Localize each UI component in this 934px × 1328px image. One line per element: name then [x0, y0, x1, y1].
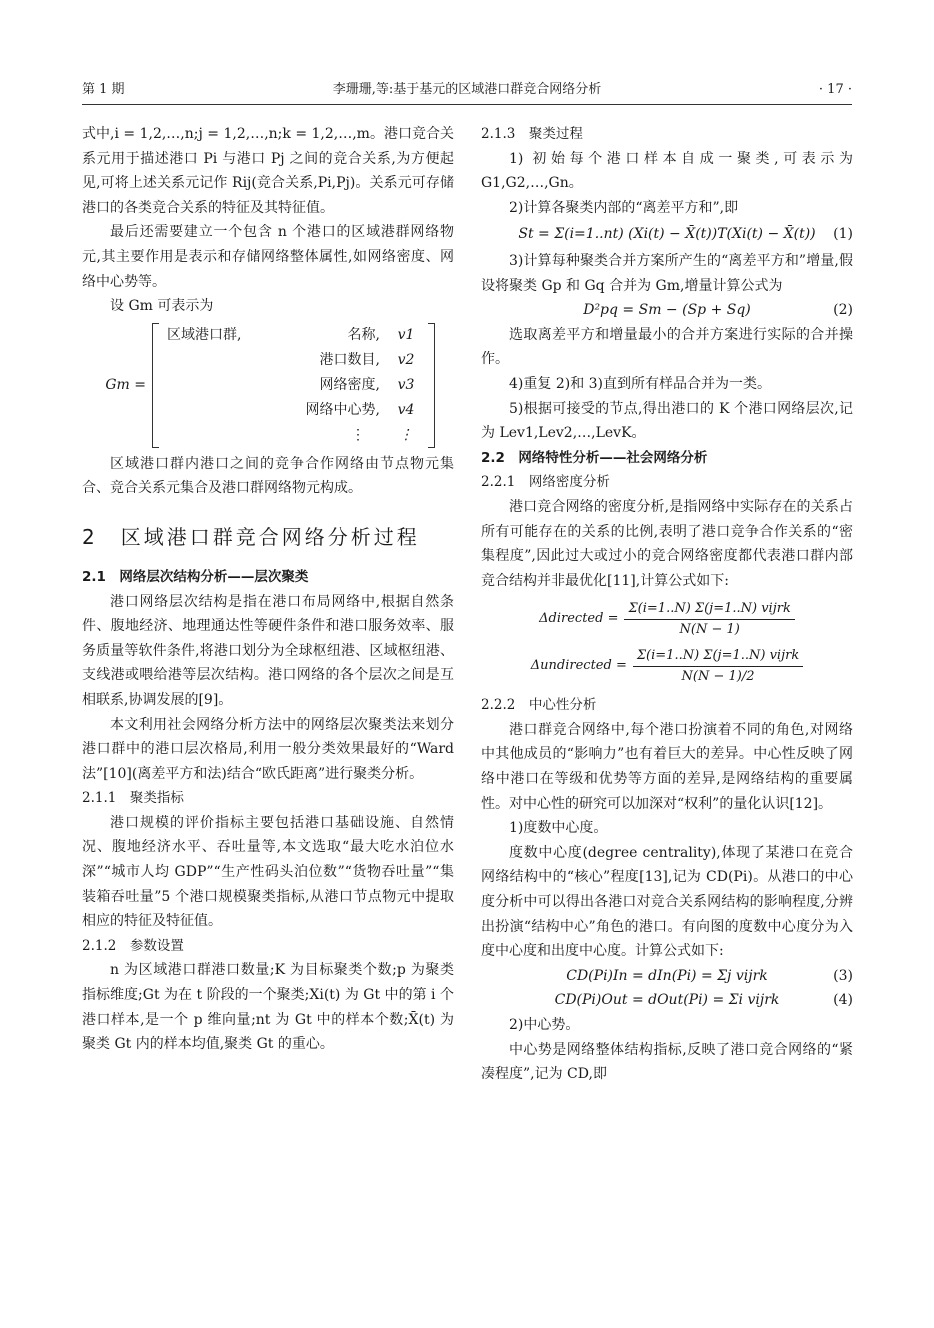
issue-number: 第 1 期: [82, 82, 125, 97]
equation-number: (2): [833, 302, 853, 319]
equation-density-undirected: [481, 646, 853, 687]
equation-number: (1): [833, 226, 853, 243]
matrix-cell: v3: [397, 376, 415, 393]
right-column: [481, 122, 853, 1087]
matrix-cell: v1: [397, 326, 415, 343]
paragraph: 度数中心度(degree centrality),体现了某港口在竞合网络结构中的“核心”程度[13],记为 CD(Pi)。从港口的中心度分析中可以得出各港口对竞合关系网结构的影响程度,分辨出扮演“结构中心”角色的港口。有向图的度数中心度分为入度中心度和出度中心度。计算公式如下:: [481, 844, 853, 960]
paragraph: 区域港口群内港口之间的竞争合作网络由节点物元集合、竞合关系元集合及港口群网络物元构成。: [82, 455, 454, 497]
paragraph: 1) 初始每个港口样本自成一聚类,可表示为 G1,G2,…,Gn。: [481, 150, 853, 192]
matrix-table: [161, 323, 426, 448]
paragraph: 式中,i = 1,2,…,n;j = 1,2,…,n;k = 1,2,…,m。港口竞合关系元用于描述港口 Pi 与港口 Pj 之间的竞合关系,为方便起见,可将上述关系元记作 Rij(竞合关系,Pi,Pj)。关系元可存储港口的各类竞合关系的特征及其特征值。: [82, 126, 454, 216]
paragraph: 港口竞合网络的密度分析,是指网络中实际存在的关系占所有可能存在的关系的比例,表明了港口竞争合作关系的“密集程度”,因此过大或过小的竞合网络密度都代表港口群内部竞合结构并非最优化[11],计算公式如下:: [481, 498, 853, 589]
page-number: · 17 ·: [818, 82, 852, 97]
equation-body: D²pq = Sm − (Sp + Sq): [583, 302, 751, 319]
matrix-cell: 网络密度,: [319, 376, 380, 393]
header-rule: [82, 104, 852, 105]
subsubsection-heading: 2.2.2 中心性分析: [481, 697, 597, 714]
paragraph: 中心势是网络整体结构指标,反映了港口竞合网络的“紧凑程度”,记为 CD,即: [481, 1041, 853, 1083]
paragraph: 5)根据可接受的节点,得出港口的 K 个港口网络层次,记为 Lev1,Lev2,…,LevK。: [481, 400, 853, 442]
fraction: [624, 599, 794, 640]
fraction: [633, 646, 803, 687]
paragraph: 4)重复 2)和 3)直到所有样品合并为一类。: [509, 375, 772, 392]
matrix-row: [161, 323, 426, 348]
equation-lhs: Δdirected =: [539, 611, 619, 627]
matrix-gm: [82, 323, 454, 448]
matrix-row: [161, 348, 426, 373]
subsubsection-heading: 2.2.1 网络密度分析: [481, 474, 610, 491]
matrix-row: [161, 398, 426, 423]
denominator: N(N − 1)/2: [681, 669, 755, 685]
paragraph: 本文利用社会网络分析方法中的网络层次聚类法来划分港口群中的港口层次格局,利用一般分类效果最好的“Ward 法”[10](离差平方和法)结合“欧氏距离”进行聚类分析。: [82, 716, 454, 782]
matrix-brackets: [152, 323, 435, 448]
paragraph: 2)中心势。: [509, 1017, 580, 1033]
equation-4: [481, 988, 853, 1013]
matrix-cell: [161, 348, 276, 373]
paragraph: 3)计算每种聚类合并方案所产生的“离差平方和”增量,假设将聚类 Gp 和 Gq 合并为 Gm,增量计算公式为: [481, 252, 853, 294]
equation-lhs: Δundirected =: [530, 658, 627, 674]
equation-number: (4): [833, 992, 853, 1009]
paragraph: n 为区域港口群港口数量;K 为目标聚类个数;p 为聚类指标维度;Gt 为在 t 阶段的一个聚类;Xi(t) 为 Gt 中的第 i 个港口样本,是一个 p 维向量;nt 为 Gt 中的样本个数;X̄(t) 为聚类 Gt 内的样本均值,聚类 Gt 的重心。: [82, 962, 454, 1053]
running-title: 李珊珊,等:基于基元的区域港口群竞合网络分析: [332, 82, 602, 97]
equation-body: CD(Pi)Out = dOut(Pi) = Σi vijrk: [554, 992, 780, 1009]
matrix-row: [161, 423, 426, 448]
matrix-cell: [161, 398, 276, 423]
matrix-lhs: Gm =: [105, 376, 146, 393]
subsubsection-heading: 2.1.3 聚类过程: [481, 126, 583, 142]
denominator: N(N − 1): [679, 622, 740, 638]
numerator: Σ(i=1..N) Σ(j=1..N) vijrk: [624, 599, 794, 620]
paragraph: 港口群竞合网络中,每个港口扮演着不同的角色,对网络中其他成员的“影响力”也有着巨大的差异。中心性反映了网络中港口在等级和优势等方面的差异,是网络结构的重要属性。对中心性的研究可以加深对“权利”的量化认识[12]。: [481, 721, 853, 812]
equation-number: (3): [833, 967, 853, 984]
equation-body: CD(Pi)In = dIn(Pi) = Σj vijrk: [566, 967, 768, 984]
matrix-cell: 港口数目,: [319, 351, 380, 368]
matrix-cell: 区域港口群,: [167, 326, 242, 343]
matrix-cell: 名称,: [347, 326, 380, 343]
matrix-cell: 网络中心势,: [305, 401, 380, 418]
matrix-cell: ⋮: [399, 426, 413, 443]
matrix-cell: [161, 423, 276, 448]
subsubsection-heading: 2.1.1 聚类指标: [82, 790, 184, 807]
paragraph: 最后还需要建立一个包含 n 个港口的区域港群网络物元,其主要作用是表示和存储网络整体属性,如网络密度、网络中心势等。: [82, 224, 454, 290]
matrix-cell: ⋮: [351, 426, 365, 443]
numerator: Σ(i=1..N) Σ(j=1..N) vijrk: [633, 646, 803, 667]
paragraph: 设 Gm 可表示为: [110, 298, 214, 315]
paragraph: 港口网络层次结构是指在港口布局网络中,根据自然条件、腹地经济、地理通达性等硬件条件和港口服务效率、服务质量等软件条件,将港口划分为全球枢纽港、区域枢纽港、支线港或喂给港等层次结构。港口网络的各个层次之间是互相联系,协调发展的[9]。: [82, 593, 454, 708]
matrix-cell: [161, 373, 276, 398]
equation-2: [481, 298, 853, 323]
section-heading: 2 区域港口群竞合网络分析过程: [82, 524, 420, 549]
subsection-heading: 2.2 网络特性分析——社会网络分析: [481, 449, 708, 466]
subsubsection-heading: 2.1.2 参数设置: [82, 937, 184, 954]
matrix-cell: v2: [397, 351, 415, 368]
paragraph: 选取离差平方和增量最小的合并方案进行实际的合并操作。: [481, 326, 853, 368]
equation-body: St = Σ(i=1..nt) (Xi(t) − X̄(t))T(Xi(t) − X̄(t)): [518, 226, 816, 243]
page-header: [82, 78, 852, 100]
matrix-row: [161, 373, 426, 398]
paragraph: 2)计算各聚类内部的“离差平方和”,即: [509, 199, 739, 216]
matrix-cell: v4: [397, 401, 415, 418]
paragraph: 1)度数中心度。: [509, 820, 608, 837]
equation-1: [481, 222, 853, 247]
equation-density-directed: [481, 599, 853, 640]
subsection-heading: 2.1 网络层次结构分析——层次聚类: [82, 568, 309, 585]
left-column: [82, 122, 454, 1057]
equation-3: [481, 964, 853, 989]
paragraph: 港口规模的评价指标主要包括港口基础设施、自然情况、腹地经济水平、吞吐量等,本文选取“最大吃水泊位水深”“城市人均 GDP”“生产性码头泊位数”“货物吞吐量”“集装箱吞吐量”5 个港口规模聚类指标,从港口节点物元中提取相应的特征及特征值。: [82, 814, 454, 930]
